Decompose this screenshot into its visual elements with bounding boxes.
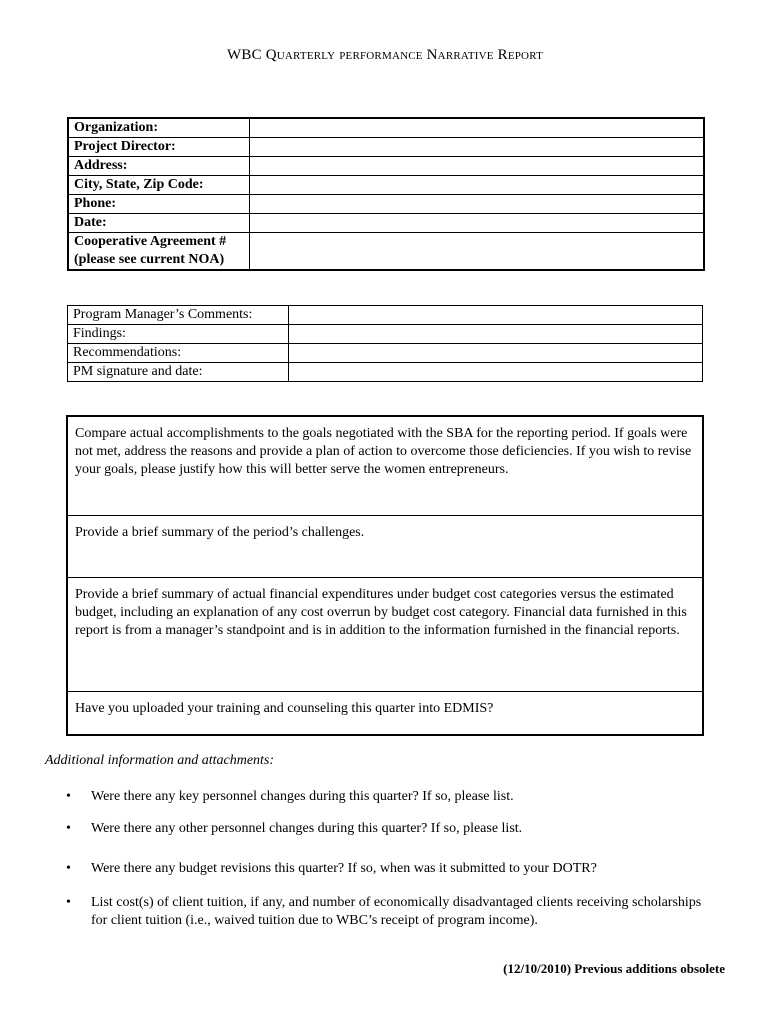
financial-question-text: Provide a brief summary of actual financial expenditures under budget cost categories versus the estimated budget, including an explanation of any cost overrun by budget cost category. Financial data furnished in this report is from a manager’s standpoint and is in addition to the information furnished in the financial reports. (75, 587, 687, 638)
cooperative-agreement-label-line2: (please see current NOA) (74, 252, 225, 267)
phone-field[interactable] (250, 195, 705, 214)
cooperative-agreement-label-line1: Cooperative Agreement # (74, 234, 227, 249)
table-row (68, 325, 703, 344)
bullet-icon: • (66, 789, 71, 804)
city-state-zip-label: City, State, Zip Code: (68, 176, 250, 195)
findings-label: Findings: (68, 325, 289, 344)
pm-comments-label: Program Manager’s Comments: (68, 306, 289, 325)
organization-label: Organization: (68, 118, 250, 138)
table-row (68, 306, 703, 325)
goals-question-text: Compare actual accomplishments to the goals negotiated with the SBA for the reporting period. If goals were not met, address the reasons and provide a plan of action to overcome those deficiencies. If you wish to revise your goals, please justify how this will better serve the women entrepreneurs. (75, 426, 692, 477)
organization-info-table (67, 117, 705, 271)
client-tuition-question: List cost(s) of client tuition, if any, and number of economically disadvantaged clients receiving scholarships for client tuition (i.e., waived tuition due to WBC’s receipt of program income). (91, 895, 702, 928)
table-row (68, 214, 704, 233)
revision-note: (12/10/2010) Previous additions obsolete (503, 961, 725, 976)
table-row (68, 138, 704, 157)
address-field[interactable] (250, 157, 705, 176)
recommendations-field[interactable] (289, 344, 703, 363)
list-item (62, 894, 702, 930)
other-personnel-question: Were there any other personnel changes during this quarter? If so, please list. (91, 821, 523, 836)
table-row (68, 233, 704, 271)
challenges-question-text: Provide a brief summary of the period’s challenges. (75, 525, 365, 540)
project-director-label: Project Director: (68, 138, 250, 157)
additional-info-heading: Additional information and attachments: (45, 753, 275, 768)
cooperative-agreement-field[interactable] (250, 233, 705, 271)
table-row (68, 363, 703, 382)
key-personnel-question: Were there any key personnel changes during this quarter? If so, please list. (91, 789, 514, 804)
project-director-field[interactable] (250, 138, 705, 157)
list-item (62, 788, 702, 806)
table-row (68, 118, 704, 138)
budget-revisions-question: Were there any budget revisions this quarter? If so, when was it submitted to your DOTR? (91, 861, 597, 876)
cooperative-agreement-label (68, 233, 250, 271)
bullet-icon: • (66, 821, 71, 836)
pm-signature-field[interactable] (289, 363, 703, 382)
bullet-icon: • (66, 861, 71, 876)
organization-field[interactable] (250, 118, 705, 138)
edmis-question-section[interactable] (68, 691, 702, 734)
findings-field[interactable] (289, 325, 703, 344)
bullet-icon: • (66, 895, 71, 910)
list-item (62, 860, 702, 878)
financial-question-section[interactable] (68, 577, 702, 691)
additional-info-list (62, 788, 702, 930)
table-row (68, 176, 704, 195)
recommendations-label: Recommendations: (68, 344, 289, 363)
goals-question-section[interactable] (68, 417, 702, 515)
program-manager-table (67, 305, 703, 382)
table-row (68, 344, 703, 363)
phone-label: Phone: (68, 195, 250, 214)
table-row (68, 195, 704, 214)
date-label: Date: (68, 214, 250, 233)
narrative-questions-box (66, 415, 704, 736)
date-field[interactable] (250, 214, 705, 233)
table-row (68, 157, 704, 176)
challenges-question-section[interactable] (68, 515, 702, 577)
pm-comments-field[interactable] (289, 306, 703, 325)
page-title: WBC Quarterly performance Narrative Report (227, 47, 543, 63)
list-item (62, 820, 702, 838)
city-state-zip-field[interactable] (250, 176, 705, 195)
edmis-question-text: Have you uploaded your training and counseling this quarter into EDMIS? (75, 701, 494, 716)
address-label: Address: (68, 157, 250, 176)
pm-signature-label: PM signature and date: (68, 363, 289, 382)
